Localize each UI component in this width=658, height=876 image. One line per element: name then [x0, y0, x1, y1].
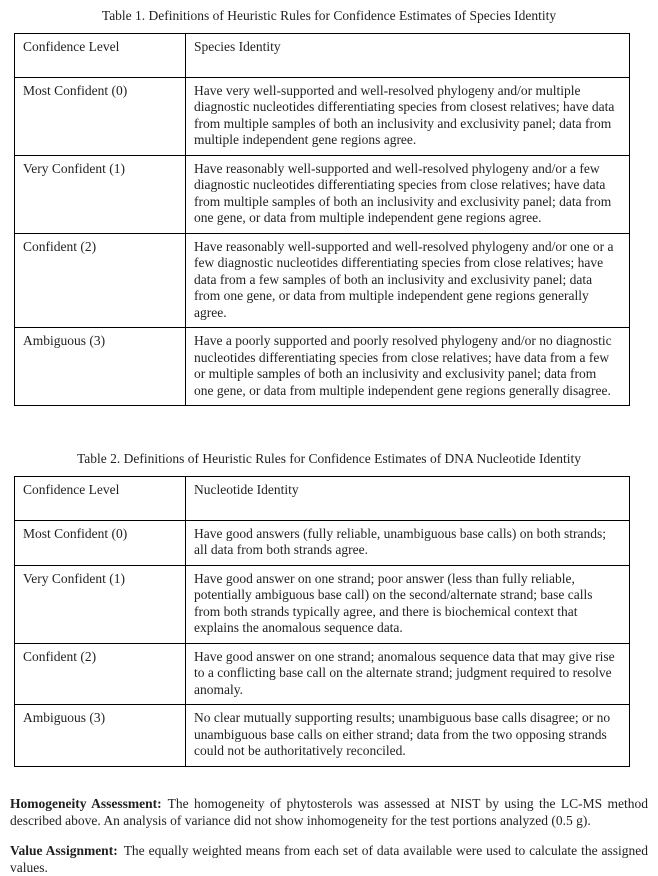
- confidence-level-cell: Ambiguous (3): [15, 705, 186, 767]
- confidence-level-cell: Ambiguous (3): [15, 328, 186, 406]
- table1-title: Table 1. Definitions of Heuristic Rules for Confidence Estimates of Species Identity: [101, 8, 557, 23]
- table2-block: [10, 450, 648, 767]
- definition-cell: Have good answer on one strand; anomalous sequence data that may give rise to a conflicting base call on the alternate strand; judgment required to resolve anomaly.: [186, 643, 630, 705]
- homogeneity-assessment-paragraph: [10, 795, 648, 829]
- confidence-level-cell: Very Confident (1): [15, 565, 186, 643]
- table1-block: [10, 7, 648, 406]
- value-assignment-paragraph: [10, 842, 648, 876]
- definition-cell: No clear mutually supporting results; unambiguous base calls disagree; or no unambiguous base calls on either strand; data from the two opposing strands could not be authoritatively reconciled.: [186, 705, 630, 767]
- definition-cell: Have good answer on one strand; poor answer (less than fully reliable, potentially ambiguous base call) on the second/alternate strand; base calls from both strands typically agree, and there is biochemical context that explains the anomalous sequence data.: [186, 565, 630, 643]
- table2-header-row: [15, 477, 630, 521]
- table2-header-nucleotide-identity: Nucleotide Identity: [186, 477, 630, 521]
- definition-cell: Have reasonably well-supported and well-resolved phylogeny and/or a few diagnostic nucleotides differentiating species from close relatives; have data from multiple samples of both an inclusivity and exclusivity panel; data from one gene, or data from multiple independent gene regions agree.: [186, 155, 630, 233]
- confidence-level-cell: Confident (2): [15, 643, 186, 705]
- table1-header-row: [15, 34, 630, 78]
- table-row: [15, 520, 630, 565]
- table-row: [15, 233, 630, 328]
- table-row: [15, 643, 630, 705]
- paragraph-text: The equally weighted means from each set of data available were used to calculate the assigned values.: [10, 842, 648, 875]
- definition-cell: Have good answers (fully reliable, unambiguous base calls) on both strands; all data from both strands agree.: [186, 520, 630, 565]
- table2: [14, 476, 630, 767]
- table-row: [15, 705, 630, 767]
- confidence-level-cell: Confident (2): [15, 233, 186, 328]
- table1-header-species-identity: Species Identity: [186, 34, 630, 78]
- definition-cell: Have a poorly supported and poorly resolved phylogeny and/or no diagnostic nucleotides differentiating species from close relatives; have data from a few or multiple samples of both an inclusivity and exclusivity panel; data from one gene, or data from multiple independent gene regions generally disagree.: [186, 328, 630, 406]
- table1-header-confidence-level: Confidence Level: [15, 34, 186, 78]
- confidence-level-cell: Most Confident (0): [15, 77, 186, 155]
- definition-cell: Have very well-supported and well-resolved phylogeny and/or multiple diagnostic nucleotides differentiating species from closest relatives; have data from multiple samples of both an inclusivity and exclusivity panel; data from multiple independent gene regions agree.: [186, 77, 630, 155]
- paragraph-label: Value Assignment:: [10, 842, 118, 858]
- definition-cell: Have reasonably well-supported and well-resolved phylogeny and/or one or a few diagnostic nucleotides differentiating species from close relatives; have data from a few samples of both an inclusivity and exclusivity panel; data from one gene, or data from multiple independent gene regions generally agree.: [186, 233, 630, 328]
- table1: [14, 33, 630, 406]
- table-row: [15, 328, 630, 406]
- table2-title: Table 2. Definitions of Heuristic Rules for Confidence Estimates of DNA Nucleotide Identity: [76, 451, 582, 466]
- table-row: [15, 155, 630, 233]
- table-row: [15, 565, 630, 643]
- paragraph-label: Homogeneity Assessment:: [10, 795, 162, 811]
- paragraph-text: The homogeneity of phytosterols was assessed at NIST by using the LC-MS method described above. An analysis of variance did not show inhomogeneity for the test portions analyzed (0.5 g).: [10, 795, 649, 828]
- confidence-level-cell: Very Confident (1): [15, 155, 186, 233]
- confidence-level-cell: Most Confident (0): [15, 520, 186, 565]
- table2-header-confidence-level: Confidence Level: [15, 477, 186, 521]
- table-row: [15, 77, 630, 155]
